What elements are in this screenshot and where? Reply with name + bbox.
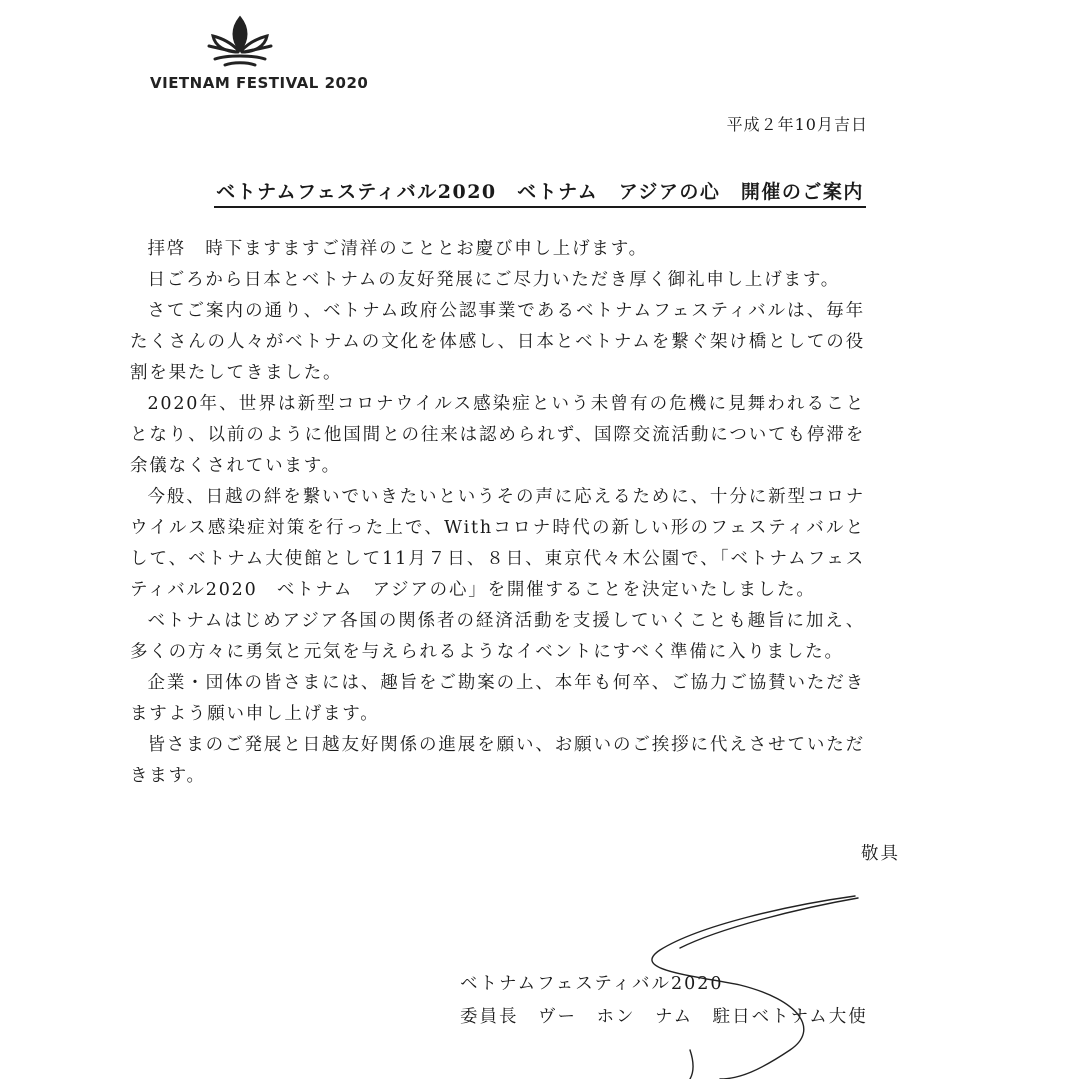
paragraph-greeting: 拝啓 時下ますますご清祥のこととお慶び申し上げます。 [147,239,648,259]
letter-date: 平成２年10月吉日 [726,115,868,134]
paragraph-closing-wish: 皆さまのご発展と日越友好関係の進展を願い、お願いのご挨拶に代えさせていただきます。 [130,735,865,786]
letter-body [130,234,865,792]
sender-block [460,968,868,1034]
lotus-icon [205,12,275,68]
letter-title [0,177,1080,204]
logo-text: VIETNAM FESTIVAL 2020 [150,74,369,92]
letter-title-text: ベトナムフェスティバル2020 ベトナム アジアの心 開催のご案内 [214,181,866,208]
paragraph-thanks: 日ごろから日本とベトナムの友好発展にご尽力いただき厚く御礼申し上げます。 [147,270,841,290]
paragraph-covid: 2020年、世界は新型コロナウイルス感染症という未曾有の危機に見舞われることとなり、以前のように他国間との往来は認められず、国際交流活動についても停滞を余儀なくされています。 [130,394,865,476]
paragraph-support: ベトナムはじめアジア各国の関係者の経済活動を支援していくことも趣旨に加え、多くの方々に勇気と元気を与えられるようなイベントにすべく準備に入りました。 [130,611,865,662]
sender-organization: ベトナムフェスティバル2020 [460,974,724,994]
closing-phrase: 敬具 [861,844,900,864]
paragraph-introduction: さてご案内の通り、ベトナム政府公認事業であるベトナムフェスティバルは、毎年たくさんの人々がベトナムの文化を体感し、日本とベトナムを繋ぐ架け橋としての役割を果たしてきました。 [130,301,865,383]
paragraph-announcement: 今般、日越の絆を繋いでいきたいというその声に応えるために、十分に新型コロナウイルス感染症対策を行った上で、Withコロナ時代の新しい形のフェスティバルとして、ベトナム大使館として11月７日、８日、東京代々木公園で、「ベトナムフェスティバル2020 ベトナム アジアの心」を開催することを決定いたしました。 [130,487,865,600]
sender-name: 委員長 ヴー ホン ナム 駐日ベトナム大使 [460,1007,868,1027]
festival-logo [150,12,369,102]
paragraph-request: 企業・団体の皆さまには、趣旨をご勘案の上、本年も何卒、ご協力ご協賛いただきますよう願い申し上げます。 [130,673,865,724]
